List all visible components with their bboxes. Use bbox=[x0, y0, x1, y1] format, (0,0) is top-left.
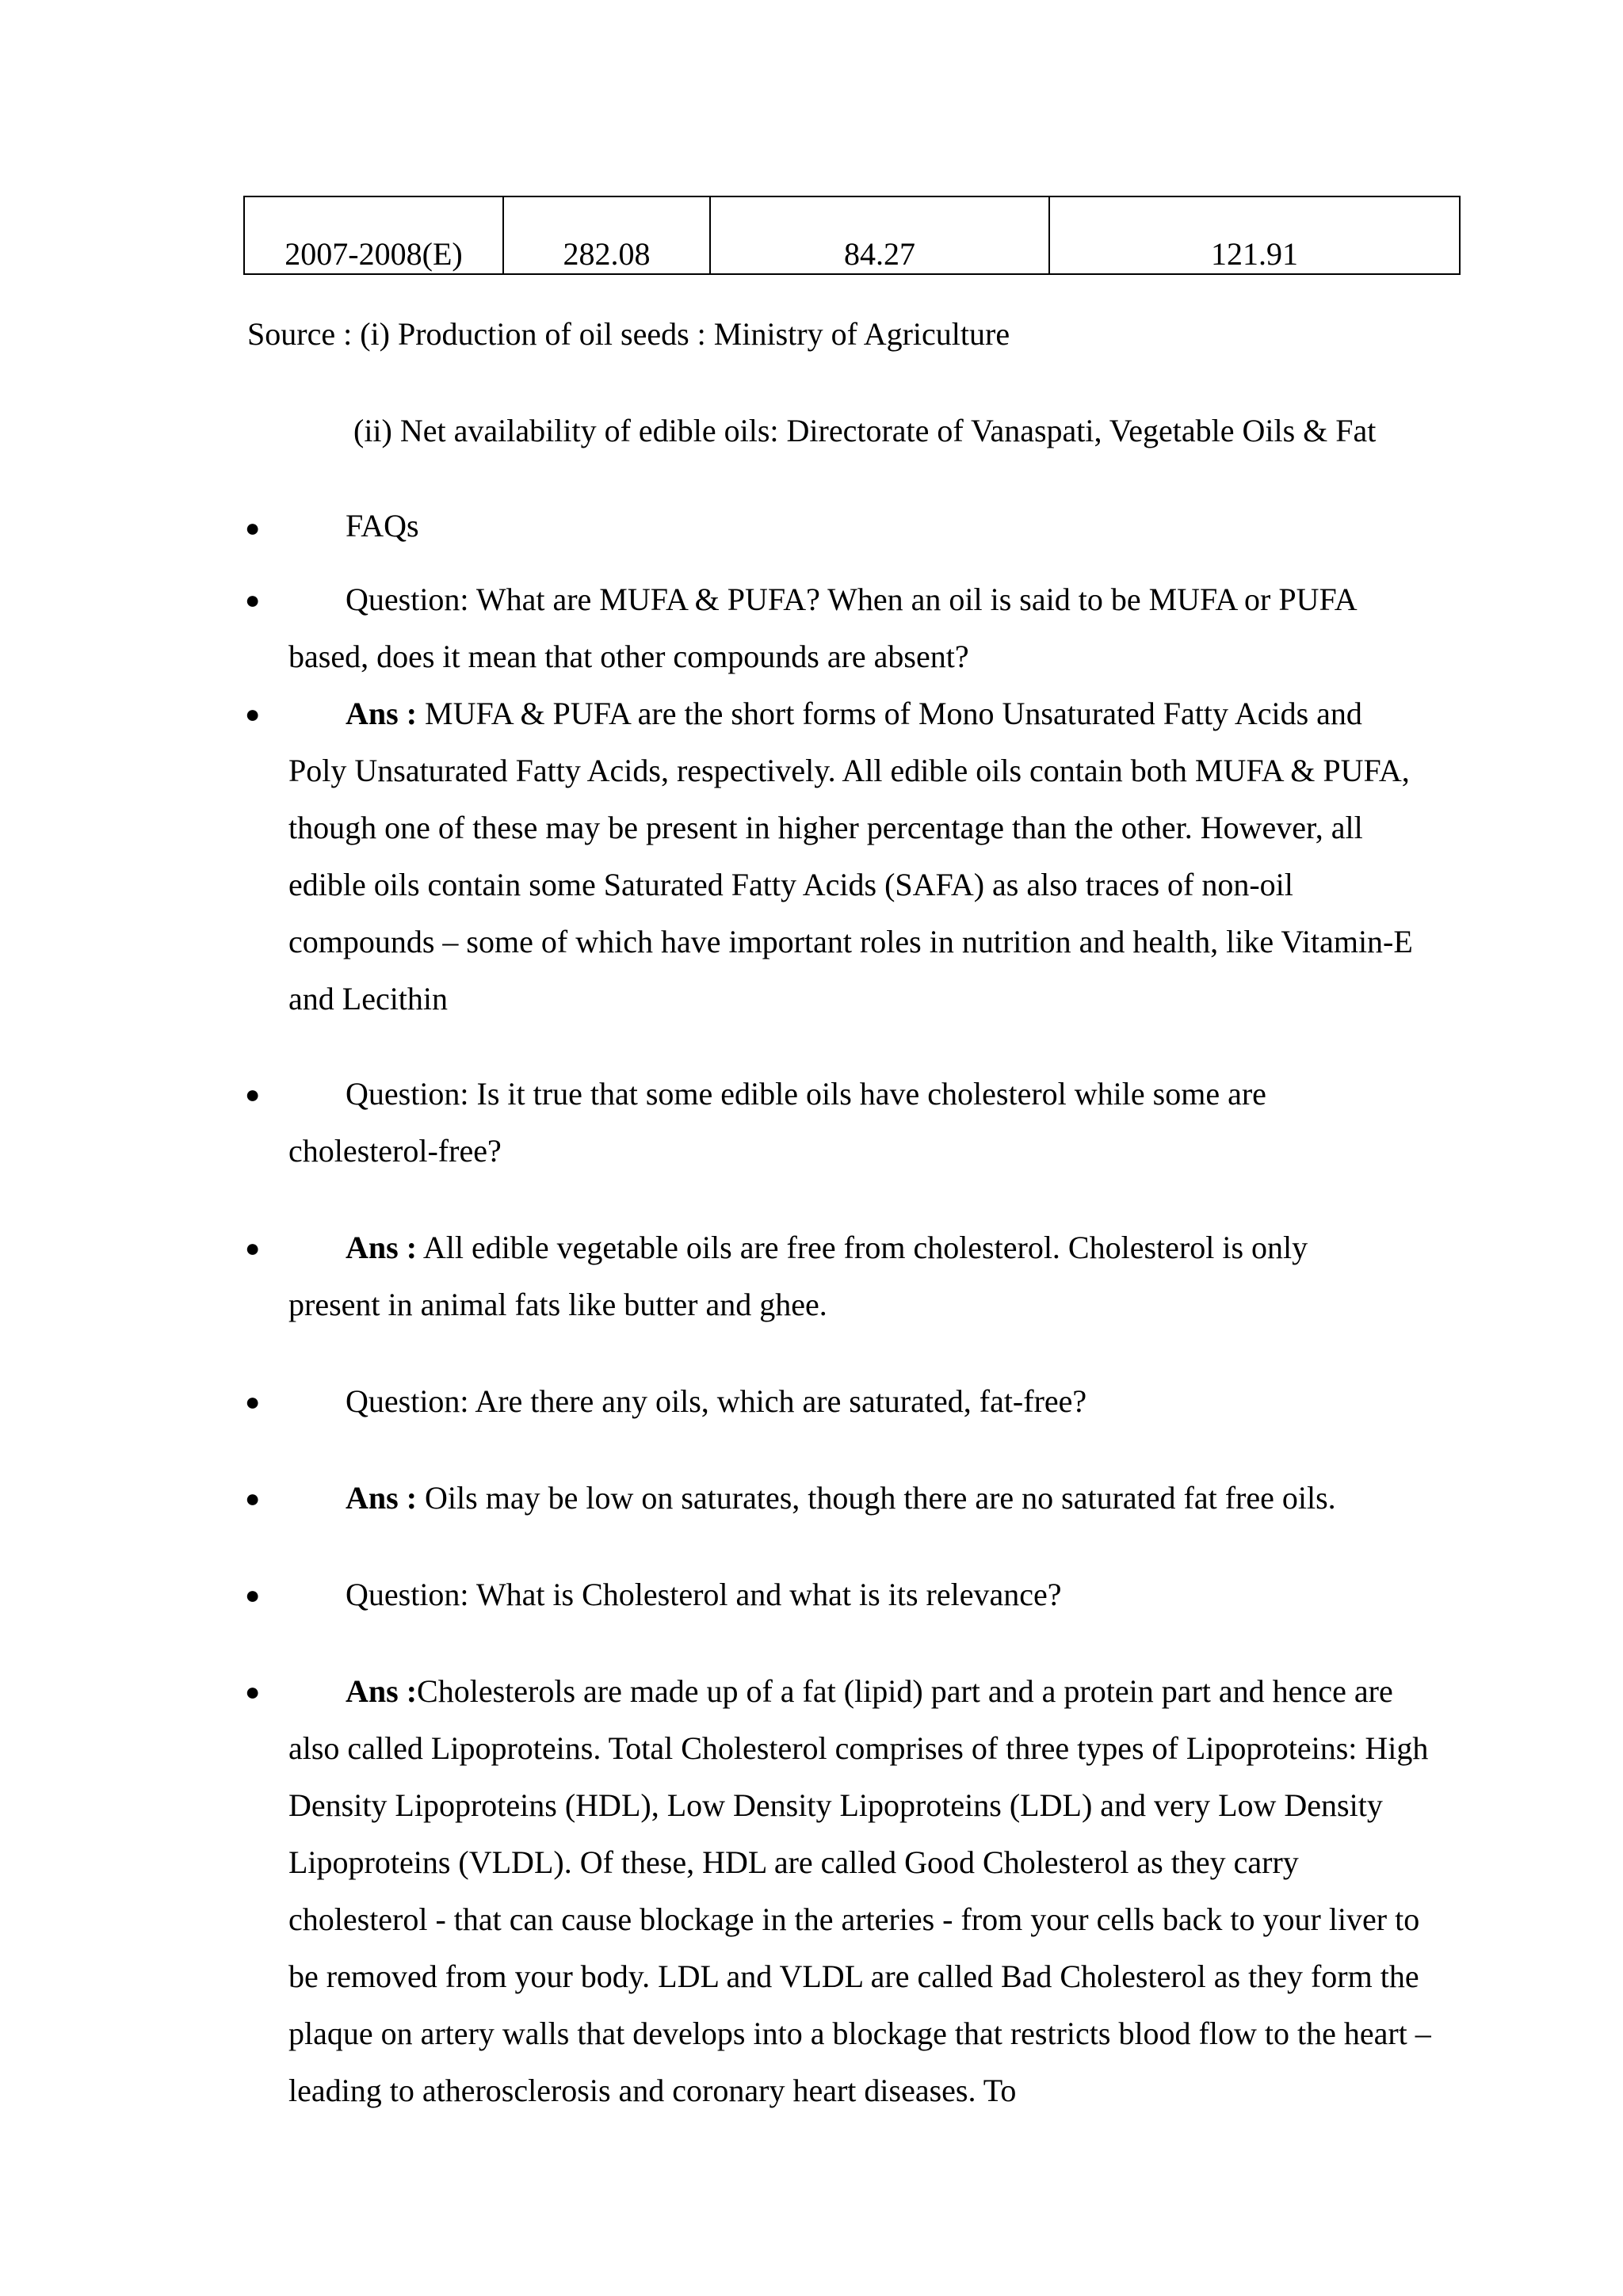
list-item bbox=[288, 685, 1445, 1028]
bullet-icon: ● bbox=[245, 1484, 261, 1512]
bullet-icon: ● bbox=[245, 1234, 261, 1262]
answer-label: Ans : bbox=[346, 1673, 418, 1709]
faq-question-text: Question: What are MUFA & PUFA? When an oil is said to be MUFA or PUFA bbox=[346, 582, 1358, 617]
source-line-2: (ii) Net availability of edible oils: Directorate of Vanaspati, Vegetable Oils & Fat bbox=[353, 413, 1377, 448]
list-item bbox=[288, 1470, 1445, 1527]
table-cell-value: 84.27 bbox=[710, 196, 1049, 274]
bullet-icon: ● bbox=[245, 1387, 261, 1416]
bullet-icon: ● bbox=[245, 1581, 261, 1609]
faq-answer-continuation: also called Lipoproteins. Total Cholesterol comprises of three types of Lipoproteins: High Density Lipoproteins (HDL), Low Density Lipoproteins (LDL) and very Low Density Lipoproteins (VLDL). Of these, HDL are called Good Cholesterol as they carry cholesterol - that can cause blockage in the arteries - from your cells back to your liver to be removed from your body. LDL and VLDL are called Bad Cholesterol as they form the plaque on artery walls that develops into a blockage that restricts blood flow to the heart – leading to atherosclerosis and coronary heart diseases. To bbox=[288, 1730, 1431, 2108]
source-line-1: Source : (i) Production of oil seeds : Ministry of Agriculture bbox=[247, 316, 1010, 352]
faq-answer-text: All edible vegetable oils are free from cholesterol. Cholesterol is only bbox=[417, 1230, 1308, 1265]
faq-answer-text: MUFA & PUFA are the short forms of Mono Unsaturated Fatty Acids and bbox=[417, 696, 1362, 731]
faq-heading: FAQs bbox=[346, 508, 419, 543]
bullet-icon: ● bbox=[245, 1080, 261, 1108]
faq-question-text: Question: Are there any oils, which are saturated, fat-free? bbox=[346, 1383, 1087, 1419]
bullet-icon: ● bbox=[245, 1677, 261, 1706]
answer-label: Ans : bbox=[346, 1480, 418, 1516]
faq-answer-continuation: Poly Unsaturated Fatty Acids, respectively. All edible oils contain both MUFA & PUFA, though one of these may be present in higher percentage than the other. However, all edible oils contain some Saturated Fatty Acids (SAFA) as also traces of non-oil compounds – some of which have important roles in nutrition and health, like Vitamin-E and Lecithin bbox=[288, 753, 1413, 1016]
list-item bbox=[288, 1566, 1445, 1623]
bullet-icon: ● bbox=[245, 513, 261, 542]
faq-answer-text: Cholesterols are made up of a fat (lipid) part and a protein part and hence are bbox=[417, 1673, 1393, 1709]
answer-label: Ans : bbox=[346, 1230, 418, 1265]
faq-question-text: Question: What is Cholesterol and what is its relevance? bbox=[346, 1577, 1062, 1612]
faq-question-text: Question: Is it true that some edible oils have cholesterol while some are bbox=[346, 1076, 1266, 1112]
answer-label: Ans : bbox=[346, 696, 418, 731]
oil-data-table bbox=[243, 196, 1461, 275]
faq-answer-continuation: present in animal fats like butter and ghee. bbox=[288, 1287, 827, 1322]
faq-answer-text: Oils may be low on saturates, though there are no saturated fat free oils. bbox=[417, 1480, 1336, 1516]
bullet-icon: ● bbox=[245, 700, 261, 728]
list-item bbox=[288, 1066, 1445, 1180]
list-item bbox=[288, 1373, 1445, 1430]
table-row bbox=[244, 196, 1460, 274]
table-cell-year: 2007-2008(E) bbox=[244, 196, 503, 274]
table-cell-value: 282.08 bbox=[503, 196, 710, 274]
table-cell-value: 121.91 bbox=[1049, 196, 1460, 274]
list-item bbox=[288, 1663, 1445, 2119]
bullet-icon: ● bbox=[245, 585, 261, 614]
list-item bbox=[288, 571, 1445, 685]
list-item bbox=[288, 1219, 1445, 1333]
faq-question-continuation: based, does it mean that other compounds are absent? bbox=[288, 639, 969, 674]
faq-question-continuation: cholesterol-free? bbox=[288, 1133, 502, 1169]
